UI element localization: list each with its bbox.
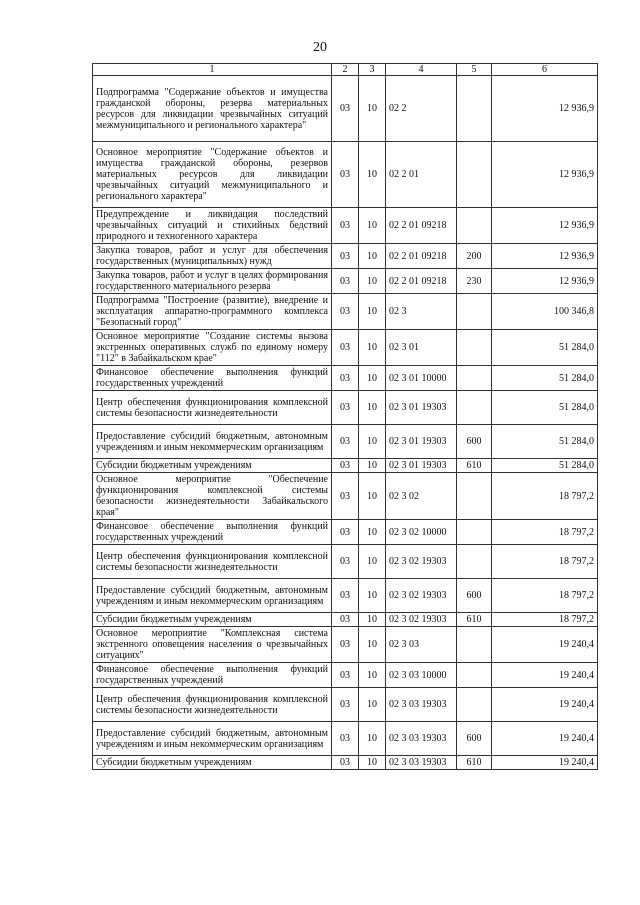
row-description: Субсидии бюджетным учреждениям bbox=[93, 459, 332, 473]
column-header-6: 6 bbox=[492, 64, 598, 76]
table-row bbox=[93, 391, 598, 425]
row-amount: 18 797,2 bbox=[492, 613, 598, 627]
row-target-article-code: 02 3 02 19303 bbox=[386, 613, 457, 627]
row-amount: 12 936,9 bbox=[492, 244, 598, 269]
row-subsection-code: 10 bbox=[359, 391, 386, 425]
row-amount: 18 797,2 bbox=[492, 473, 598, 520]
row-expense-type-code bbox=[457, 330, 492, 366]
column-header-2: 2 bbox=[332, 64, 359, 76]
row-target-article-code: 02 2 bbox=[386, 76, 457, 142]
table-row bbox=[93, 545, 598, 579]
row-subsection-code: 10 bbox=[359, 613, 386, 627]
row-subsection-code: 10 bbox=[359, 366, 386, 391]
row-subsection-code: 10 bbox=[359, 294, 386, 330]
row-amount: 19 240,4 bbox=[492, 688, 598, 722]
table-row bbox=[93, 579, 598, 613]
table-row bbox=[93, 688, 598, 722]
row-section-code: 03 bbox=[332, 425, 359, 459]
column-header-1: 1 bbox=[93, 64, 332, 76]
row-description: Предоставление субсидий бюджетным, автономным учреждениям и иным некоммерческим организациям bbox=[93, 722, 332, 756]
row-expense-type-code: 600 bbox=[457, 425, 492, 459]
row-section-code: 03 bbox=[332, 391, 359, 425]
row-subsection-code: 10 bbox=[359, 756, 386, 770]
table-row bbox=[93, 520, 598, 545]
row-expense-type-code bbox=[457, 208, 492, 244]
row-description: Подпрограмма "Построение (развитие), внедрение и эксплуатация аппаратно-программного комплекса "Безопасный город" bbox=[93, 294, 332, 330]
row-amount: 19 240,4 bbox=[492, 663, 598, 688]
row-expense-type-code bbox=[457, 142, 492, 208]
row-subsection-code: 10 bbox=[359, 76, 386, 142]
row-target-article-code: 02 3 01 19303 bbox=[386, 459, 457, 473]
row-section-code: 03 bbox=[332, 520, 359, 545]
row-target-article-code: 02 3 01 19303 bbox=[386, 391, 457, 425]
row-amount: 19 240,4 bbox=[492, 627, 598, 663]
row-section-code: 03 bbox=[332, 208, 359, 244]
row-amount: 18 797,2 bbox=[492, 579, 598, 613]
row-subsection-code: 10 bbox=[359, 663, 386, 688]
row-amount: 51 284,0 bbox=[492, 459, 598, 473]
row-subsection-code: 10 bbox=[359, 459, 386, 473]
row-expense-type-code bbox=[457, 76, 492, 142]
row-section-code: 03 bbox=[332, 722, 359, 756]
row-target-article-code: 02 3 01 19303 bbox=[386, 425, 457, 459]
row-section-code: 03 bbox=[332, 545, 359, 579]
row-expense-type-code: 610 bbox=[457, 459, 492, 473]
page-number: 20 bbox=[313, 40, 327, 55]
row-amount: 19 240,4 bbox=[492, 756, 598, 770]
table-row bbox=[93, 269, 598, 294]
row-target-article-code: 02 3 02 bbox=[386, 473, 457, 520]
row-amount: 12 936,9 bbox=[492, 269, 598, 294]
row-subsection-code: 10 bbox=[359, 269, 386, 294]
row-amount: 12 936,9 bbox=[492, 208, 598, 244]
row-expense-type-code: 610 bbox=[457, 756, 492, 770]
row-section-code: 03 bbox=[332, 756, 359, 770]
row-expense-type-code bbox=[457, 545, 492, 579]
table-row bbox=[93, 366, 598, 391]
row-expense-type-code: 600 bbox=[457, 579, 492, 613]
row-section-code: 03 bbox=[332, 613, 359, 627]
row-section-code: 03 bbox=[332, 294, 359, 330]
row-amount: 19 240,4 bbox=[492, 722, 598, 756]
row-subsection-code: 10 bbox=[359, 520, 386, 545]
row-subsection-code: 10 bbox=[359, 330, 386, 366]
row-expense-type-code: 610 bbox=[457, 613, 492, 627]
row-subsection-code: 10 bbox=[359, 627, 386, 663]
row-section-code: 03 bbox=[332, 269, 359, 294]
table-row bbox=[93, 756, 598, 770]
row-description: Основное мероприятие "Содержание объектов и имущества гражданской обороны, резервов материальных ресурсов для ликвидации чрезвычайных ситуаций межмуниципального и регионального характера" bbox=[93, 142, 332, 208]
row-target-article-code: 02 3 01 10000 bbox=[386, 366, 457, 391]
row-section-code: 03 bbox=[332, 579, 359, 613]
row-expense-type-code bbox=[457, 366, 492, 391]
table-row bbox=[93, 663, 598, 688]
row-subsection-code: 10 bbox=[359, 425, 386, 459]
row-subsection-code: 10 bbox=[359, 545, 386, 579]
row-target-article-code: 02 3 02 10000 bbox=[386, 520, 457, 545]
row-section-code: 03 bbox=[332, 76, 359, 142]
row-expense-type-code: 200 bbox=[457, 244, 492, 269]
row-subsection-code: 10 bbox=[359, 722, 386, 756]
row-target-article-code: 02 3 03 10000 bbox=[386, 663, 457, 688]
table-row bbox=[93, 208, 598, 244]
row-description: Предупреждение и ликвидация последствий чрезвычайных ситуаций и стихийных бедствий природного и техногенного характера bbox=[93, 208, 332, 244]
table-row bbox=[93, 76, 598, 142]
column-header-5: 5 bbox=[457, 64, 492, 76]
row-section-code: 03 bbox=[332, 663, 359, 688]
row-target-article-code: 02 3 01 bbox=[386, 330, 457, 366]
table-row bbox=[93, 142, 598, 208]
row-description: Предоставление субсидий бюджетным, автономным учреждениям и иным некоммерческим организациям bbox=[93, 579, 332, 613]
row-subsection-code: 10 bbox=[359, 142, 386, 208]
row-section-code: 03 bbox=[332, 366, 359, 391]
table-row bbox=[93, 459, 598, 473]
column-header-4: 4 bbox=[386, 64, 457, 76]
row-target-article-code: 02 3 03 19303 bbox=[386, 722, 457, 756]
row-expense-type-code bbox=[457, 473, 492, 520]
row-description: Закупка товаров, работ и услуг в целях формирования государственного материального резерва bbox=[93, 269, 332, 294]
row-amount: 51 284,0 bbox=[492, 330, 598, 366]
row-subsection-code: 10 bbox=[359, 688, 386, 722]
row-description: Субсидии бюджетным учреждениям bbox=[93, 756, 332, 770]
row-target-article-code: 02 3 03 19303 bbox=[386, 688, 457, 722]
table-row bbox=[93, 627, 598, 663]
row-target-article-code: 02 2 01 bbox=[386, 142, 457, 208]
table-row bbox=[93, 244, 598, 269]
row-target-article-code: 02 3 02 19303 bbox=[386, 545, 457, 579]
table-body bbox=[93, 76, 598, 770]
row-expense-type-code bbox=[457, 294, 492, 330]
budget-table bbox=[92, 63, 598, 770]
row-section-code: 03 bbox=[332, 627, 359, 663]
row-target-article-code: 02 3 bbox=[386, 294, 457, 330]
row-description: Основное мероприятие "Обеспечение функционирования комплексной системы безопасности жизнедеятельности Забайкальского края" bbox=[93, 473, 332, 520]
column-header-3: 3 bbox=[359, 64, 386, 76]
row-section-code: 03 bbox=[332, 330, 359, 366]
row-subsection-code: 10 bbox=[359, 208, 386, 244]
row-target-article-code: 02 3 03 bbox=[386, 627, 457, 663]
row-amount: 51 284,0 bbox=[492, 425, 598, 459]
table-row bbox=[93, 425, 598, 459]
row-description: Финансовое обеспечение выполнения функций государственных учреждений bbox=[93, 520, 332, 545]
row-description: Центр обеспечения функционирования комплексной системы безопасности жизнедеятельности bbox=[93, 391, 332, 425]
table-row bbox=[93, 294, 598, 330]
row-target-article-code: 02 2 01 09218 bbox=[386, 244, 457, 269]
row-subsection-code: 10 bbox=[359, 244, 386, 269]
table-row bbox=[93, 330, 598, 366]
row-target-article-code: 02 2 01 09218 bbox=[386, 269, 457, 294]
row-description: Предоставление субсидий бюджетным, автономным учреждениям и иным некоммерческим организациям bbox=[93, 425, 332, 459]
row-amount: 12 936,9 bbox=[492, 76, 598, 142]
row-section-code: 03 bbox=[332, 459, 359, 473]
table-row bbox=[93, 613, 598, 627]
row-section-code: 03 bbox=[332, 473, 359, 520]
row-target-article-code: 02 3 02 19303 bbox=[386, 579, 457, 613]
row-amount: 12 936,9 bbox=[492, 142, 598, 208]
row-target-article-code: 02 2 01 09218 bbox=[386, 208, 457, 244]
row-description: Субсидии бюджетным учреждениям bbox=[93, 613, 332, 627]
row-description: Основное мероприятие "Создание системы вызова экстренных оперативных служб по единому номеру "112" в Забайкальском крае" bbox=[93, 330, 332, 366]
row-description: Финансовое обеспечение выполнения функций государственных учреждений bbox=[93, 663, 332, 688]
row-amount: 18 797,2 bbox=[492, 520, 598, 545]
row-section-code: 03 bbox=[332, 688, 359, 722]
row-target-article-code: 02 3 03 19303 bbox=[386, 756, 457, 770]
row-amount: 51 284,0 bbox=[492, 391, 598, 425]
row-expense-type-code bbox=[457, 663, 492, 688]
row-expense-type-code bbox=[457, 688, 492, 722]
row-description: Закупка товаров, работ и услуг для обеспечения государственных (муниципальных) нужд bbox=[93, 244, 332, 269]
row-amount: 51 284,0 bbox=[492, 366, 598, 391]
row-expense-type-code bbox=[457, 520, 492, 545]
row-section-code: 03 bbox=[332, 142, 359, 208]
row-expense-type-code bbox=[457, 627, 492, 663]
row-description: Центр обеспечения функционирования комплексной системы безопасности жизнедеятельности bbox=[93, 688, 332, 722]
row-section-code: 03 bbox=[332, 244, 359, 269]
row-amount: 18 797,2 bbox=[492, 545, 598, 579]
row-description: Основное мероприятие "Комплексная система экстренного оповещения населения о чрезвычайных ситуациях" bbox=[93, 627, 332, 663]
row-expense-type-code bbox=[457, 391, 492, 425]
row-description: Финансовое обеспечение выполнения функций государственных учреждений bbox=[93, 366, 332, 391]
row-amount: 100 346,8 bbox=[492, 294, 598, 330]
table-row bbox=[93, 722, 598, 756]
row-subsection-code: 10 bbox=[359, 579, 386, 613]
row-expense-type-code: 600 bbox=[457, 722, 492, 756]
row-description: Центр обеспечения функционирования комплексной системы безопасности жизнедеятельности bbox=[93, 545, 332, 579]
table-header-row bbox=[93, 64, 598, 76]
row-subsection-code: 10 bbox=[359, 473, 386, 520]
table-row bbox=[93, 473, 598, 520]
row-description: Подпрограмма "Содержание объектов и имущества гражданской обороны, резерва материальных ресурсов для ликвидации чрезвычайных ситуаций межмуниципального и регионального характера" bbox=[93, 76, 332, 142]
row-expense-type-code: 230 bbox=[457, 269, 492, 294]
